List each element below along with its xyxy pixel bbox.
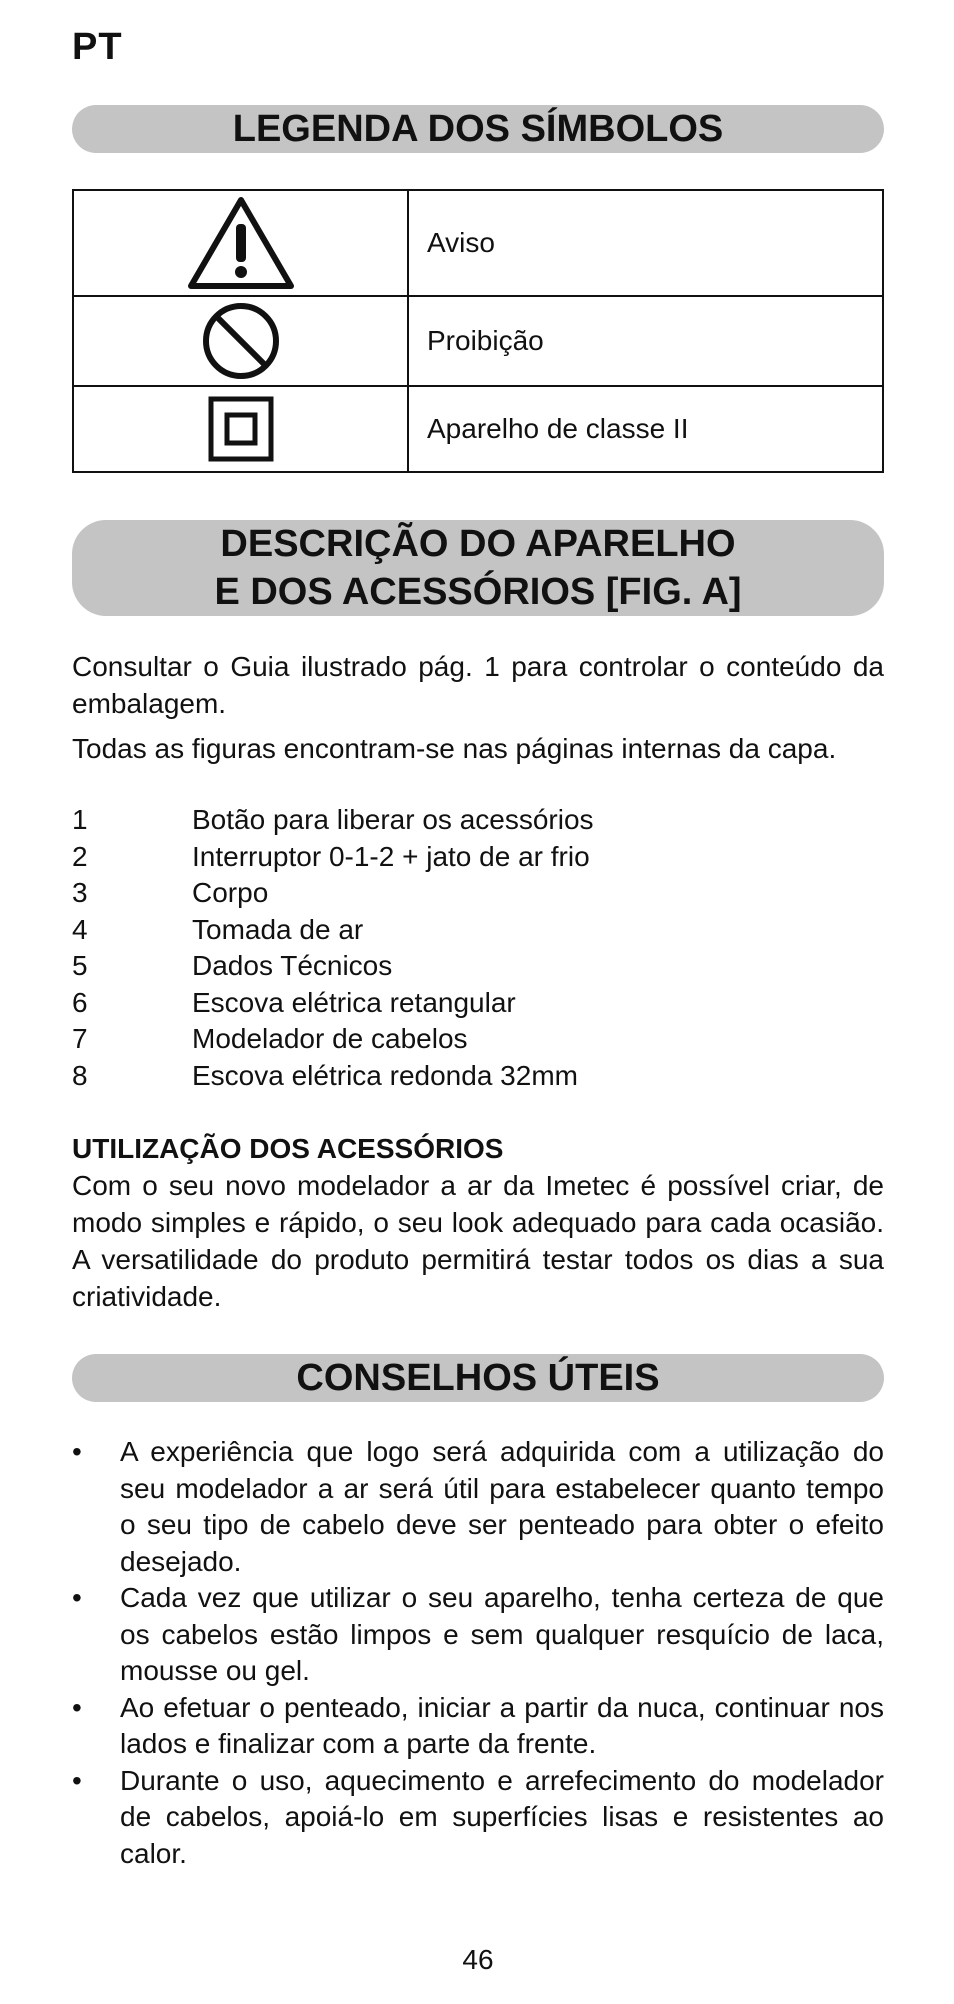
tip-text: Cada vez que utilizar o seu aparelho, tenha certeza de que os cabelos estão limpos e sem qualquer resquício de laca, mousse ou gel. [120,1582,884,1686]
list-item [72,1763,884,1873]
symbol-label: Proibição [408,296,883,386]
class-ii-appliance-icon [208,396,274,462]
symbols-section-title: LEGENDA DOS SÍMBOLOS [72,105,884,153]
bullet-icon: • [72,1764,82,1796]
item-text: Escova elétrica redonda 32mm [192,1059,578,1091]
parts-list [72,802,884,1094]
item-number: 6 [72,986,88,1018]
list-item [72,802,884,839]
description-section-title [72,520,884,616]
list-item [72,839,884,876]
description-paragraph: Todas as figuras encontram-se nas páginas internas da capa. [72,733,837,764]
description-title-line: DESCRIÇÃO DO APARELHO [220,523,736,565]
prohibition-icon [201,301,281,381]
item-number: 7 [72,1023,88,1054]
tips-list [72,1434,884,1872]
list-item [72,1058,884,1095]
bullet-icon: • [72,1436,82,1467]
symbol-row [73,190,883,296]
item-text: Interruptor 0-1-2 + jato de ar frio [192,840,590,872]
tips-section-title: CONSELHOS ÚTEIS [72,1354,884,1402]
item-number: 3 [72,877,88,908]
symbols-table [72,189,884,473]
usage-paragraph: Com o seu novo modelador a ar da Imetec é possível criar, de modo simples e rápido, o seu look adequado para cada ocasião. A versatilidade do produto permitirá testar todos os dias a sua criatividade. [72,1170,884,1312]
tip-text: A experiência que logo será adquirida com a utilização do seu modelador a ar será útil para estabelecer quanto tempo o seu tipo de cabelo deve ser penteado para obter o efeito desejado. [120,1436,884,1577]
language-code: PT [72,26,123,68]
description-paragraph: Consultar o Guia ilustrado pág. 1 para controlar o conteúdo da embalagem. [72,651,884,719]
bullet-icon: • [72,1582,82,1613]
warning-triangle-icon [185,194,297,292]
tip-text: Ao efetuar o penteado, iniciar a partir da nuca, continuar nos lados e finalizar com a parte da frente. [120,1691,884,1759]
description-title-line: E DOS ACESSÓRIOS [FIG. A] [214,571,742,613]
list-item [72,875,884,912]
page-number: 46 [462,1944,494,1975]
symbol-row [73,296,883,386]
list-item [72,1690,884,1763]
list-item [72,948,884,985]
item-text: Escova elétrica retangular [192,986,516,1018]
list-item [72,1580,884,1690]
list-item [72,1021,884,1058]
bullet-icon: • [72,1691,82,1723]
item-number: 5 [72,950,88,981]
item-text: Dados Técnicos [192,950,393,981]
item-number: 4 [72,913,88,945]
item-text: Botão para liberar os acessórios [192,804,594,835]
item-number: 1 [72,804,88,835]
usage-heading: UTILIZAÇÃO DOS ACESSÓRIOS [72,1133,504,1164]
list-item [72,985,884,1022]
symbol-label: Aparelho de classe II [408,386,883,472]
symbol-label: Aviso [408,190,883,296]
tip-text: Durante o uso, aquecimento e arrefecimento do modelador de cabelos, apoiá-lo em superfícies lisas e resistentes ao calor. [120,1764,884,1869]
item-text: Tomada de ar [192,913,364,945]
list-item [72,1434,884,1580]
item-text: Corpo [192,877,269,908]
symbol-row [73,386,883,472]
item-number: 8 [72,1059,88,1091]
item-number: 2 [72,840,88,872]
item-text: Modelador de cabelos [192,1023,468,1054]
list-item [72,912,884,949]
